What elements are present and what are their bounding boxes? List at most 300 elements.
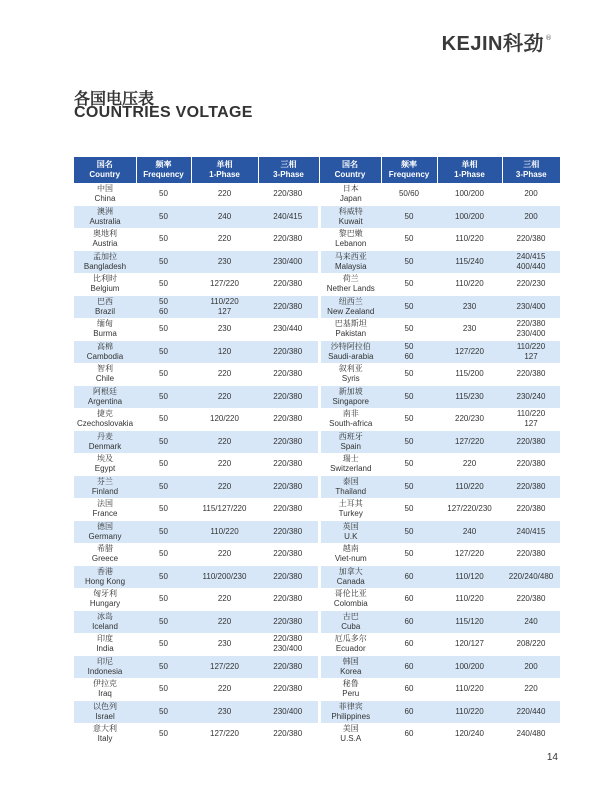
- frequency-cell: 50: [381, 408, 437, 431]
- header-single-phase: 单相 1-Phase: [191, 157, 258, 183]
- single-phase-cell: 110/220: [437, 588, 502, 611]
- three-phase-cell: 220/380: [502, 431, 560, 454]
- single-phase-cell: 110/220: [437, 701, 502, 724]
- country-name-en: Spain: [340, 441, 361, 451]
- country-name-en: Brazil: [94, 306, 115, 316]
- country-cell: [74, 453, 136, 476]
- country-name-en: India: [96, 644, 114, 654]
- country-name-cn: 加拿大: [338, 566, 363, 576]
- frequency-cell: 60: [381, 678, 437, 701]
- country-name-cn: 孟加拉: [93, 251, 117, 261]
- country-name-en: Hong Kong: [84, 576, 126, 586]
- table-row: [74, 701, 560, 724]
- country-name-cn: 缅甸: [97, 319, 113, 329]
- country-name-cn: 意大利: [93, 724, 117, 734]
- single-phase-cell: 115/240: [437, 251, 502, 274]
- country-cell: [74, 633, 136, 656]
- frequency-cell: 50: [136, 633, 191, 656]
- three-phase-cell: 220/380: [258, 723, 319, 746]
- frequency-cell: 50 60: [136, 296, 191, 319]
- table-row: [74, 431, 560, 454]
- three-phase-cell: 220/380: [258, 566, 319, 589]
- single-phase-cell: 110/200/230: [191, 566, 258, 589]
- single-phase-cell: 127/220: [437, 341, 502, 364]
- three-phase-cell: 110/220 127: [502, 341, 560, 364]
- frequency-cell: 50: [136, 318, 191, 341]
- country-name-en: Egypt: [94, 464, 116, 474]
- country-name-cn: 匈牙利: [93, 589, 117, 599]
- country-cell: [74, 408, 136, 431]
- frequency-cell: 50: [136, 431, 191, 454]
- country-name-cn: 比利时: [93, 274, 117, 284]
- single-phase-cell: 120/240: [437, 723, 502, 746]
- country-name-cn: 越南: [342, 544, 359, 554]
- table-row: [74, 386, 560, 409]
- header-country: 国名 Country: [319, 157, 381, 183]
- page-title-cn: 各国电压表: [74, 89, 155, 108]
- three-phase-cell: 220/380: [258, 543, 319, 566]
- country-name-en: Philippines: [331, 711, 371, 721]
- country-cell: [319, 206, 381, 229]
- three-phase-cell: 220/380: [502, 476, 560, 499]
- frequency-cell: 50: [136, 408, 191, 431]
- single-phase-cell: 100/200: [437, 656, 502, 679]
- country-name-cn: 中国: [97, 184, 113, 194]
- country-name-cn: 高棉: [97, 341, 113, 351]
- country-name-en: Syris: [341, 374, 360, 384]
- country-name-cn: 丹麦: [97, 431, 113, 441]
- three-phase-cell: 110/220 127: [502, 408, 560, 431]
- table-row: [74, 363, 560, 386]
- single-phase-cell: 220: [191, 611, 258, 634]
- table-row: [74, 318, 560, 341]
- country-name-en: Italy: [97, 734, 113, 744]
- country-name-en: Viet-num: [334, 554, 367, 564]
- frequency-cell: 60: [381, 588, 437, 611]
- table-header-row: [74, 157, 560, 183]
- country-name-en: Cambodia: [86, 351, 124, 361]
- country-cell: [74, 476, 136, 499]
- three-phase-cell: 220/380: [258, 183, 319, 206]
- frequency-cell: 50: [381, 431, 437, 454]
- country-name-en: Malaysia: [334, 261, 367, 271]
- single-phase-cell: 230: [437, 318, 502, 341]
- frequency-cell: 50: [136, 251, 191, 274]
- three-phase-cell: 220/380: [258, 521, 319, 544]
- country-name-en: New Zealand: [327, 306, 375, 316]
- country-name-en: Pakistan: [335, 329, 367, 339]
- frequency-cell: 60: [381, 633, 437, 656]
- three-phase-cell: 208/220: [502, 633, 560, 656]
- frequency-cell: 50: [136, 701, 191, 724]
- three-phase-cell: 230/240: [502, 386, 560, 409]
- header-single-phase: 单相 1-Phase: [437, 157, 502, 183]
- frequency-cell: 50: [136, 566, 191, 589]
- frequency-cell: 50: [381, 228, 437, 251]
- country-name-cn: 厄瓜多尔: [334, 634, 367, 644]
- country-name-en: Germany: [88, 531, 122, 541]
- country-name-en: Chile: [95, 374, 115, 384]
- three-phase-cell: 220/380 230/400: [502, 318, 560, 341]
- country-cell: [74, 588, 136, 611]
- country-name-cn: 古巴: [342, 611, 359, 621]
- frequency-cell: 50: [381, 476, 437, 499]
- country-name-en: Thailand: [335, 486, 367, 496]
- single-phase-cell: 220: [191, 453, 258, 476]
- country-name-cn: 印度: [97, 634, 113, 644]
- country-name-en: Peru: [342, 689, 360, 699]
- three-phase-cell: 220/380: [258, 588, 319, 611]
- header-country: 国名 Country: [74, 157, 136, 183]
- three-phase-cell: 220/380: [258, 341, 319, 364]
- single-phase-cell: 110/220: [437, 476, 502, 499]
- country-name-cn: 以色列: [93, 701, 117, 711]
- single-phase-cell: 230: [191, 318, 258, 341]
- frequency-cell: 50: [381, 386, 437, 409]
- single-phase-cell: 110/220: [437, 678, 502, 701]
- frequency-cell: 50: [136, 453, 191, 476]
- three-phase-cell: 230/440: [258, 318, 319, 341]
- country-name-en: Kuwait: [338, 216, 363, 226]
- country-cell: [74, 251, 136, 274]
- country-name-cn: 泰国: [342, 476, 359, 486]
- country-cell: [74, 318, 136, 341]
- country-cell: [319, 363, 381, 386]
- frequency-cell: 50: [381, 296, 437, 319]
- single-phase-cell: 110/220: [191, 521, 258, 544]
- country-cell: [74, 611, 136, 634]
- single-phase-cell: 110/220: [437, 228, 502, 251]
- country-cell: [319, 296, 381, 319]
- frequency-cell: 50: [136, 611, 191, 634]
- three-phase-cell: 220/380: [258, 678, 319, 701]
- single-phase-cell: 220: [191, 363, 258, 386]
- country-name-cn: 德国: [97, 521, 113, 531]
- frequency-cell: 50: [136, 656, 191, 679]
- table-row: [74, 341, 560, 364]
- frequency-cell: 50: [381, 251, 437, 274]
- header-three-phase: 三相 3-Phase: [258, 157, 319, 183]
- table-body: [74, 183, 560, 746]
- three-phase-cell: 220/380: [258, 611, 319, 634]
- table-row: [74, 251, 560, 274]
- single-phase-cell: 127/220: [191, 723, 258, 746]
- country-cell: [74, 363, 136, 386]
- three-phase-cell: 220/380: [258, 656, 319, 679]
- country-cell: [74, 701, 136, 724]
- country-name-en: Czechoslovakia: [76, 419, 134, 429]
- frequency-cell: 50: [381, 206, 437, 229]
- country-name-en: Israel: [95, 711, 115, 721]
- single-phase-cell: 115/230: [437, 386, 502, 409]
- country-name-cn: 南非: [342, 409, 359, 419]
- single-phase-cell: 110/220: [437, 273, 502, 296]
- single-phase-cell: 220: [191, 476, 258, 499]
- country-cell: [74, 206, 136, 229]
- frequency-cell: 50: [136, 183, 191, 206]
- three-phase-cell: 220/380: [258, 296, 319, 319]
- single-phase-cell: 120: [191, 341, 258, 364]
- country-name-cn: 冰岛: [97, 611, 113, 621]
- logo-text: KEJIN科劲: [441, 33, 544, 55]
- table-row: [74, 408, 560, 431]
- country-cell: [319, 611, 381, 634]
- frequency-cell: 50: [381, 273, 437, 296]
- single-phase-cell: 230: [191, 251, 258, 274]
- country-name-cn: 埃及: [97, 454, 113, 464]
- single-phase-cell: 240: [191, 206, 258, 229]
- page-title-en: COUNTRIES VOLTAGE: [74, 104, 253, 121]
- table-row: [74, 521, 560, 544]
- three-phase-cell: 220/380: [502, 228, 560, 251]
- three-phase-cell: 220/230: [502, 273, 560, 296]
- country-name-en: Belgium: [90, 284, 120, 294]
- country-cell: [319, 566, 381, 589]
- country-name-en: China: [94, 194, 116, 204]
- three-phase-cell: 220/240/480: [502, 566, 560, 589]
- three-phase-cell: 230/400: [258, 251, 319, 274]
- country-name-cn: 荷兰: [342, 274, 359, 284]
- single-phase-cell: 115/120: [437, 611, 502, 634]
- three-phase-cell: 220/380: [258, 228, 319, 251]
- frequency-cell: 50: [136, 543, 191, 566]
- country-name-cn: 叙利亚: [338, 364, 363, 374]
- country-name-cn: 纽西兰: [338, 296, 363, 306]
- single-phase-cell: 115/200: [437, 363, 502, 386]
- header-frequency: 频率 Frequency: [381, 157, 437, 183]
- frequency-cell: 50: [136, 386, 191, 409]
- three-phase-cell: 200: [502, 206, 560, 229]
- table-row: [74, 183, 560, 206]
- single-phase-cell: 127/220: [437, 431, 502, 454]
- country-cell: [74, 431, 136, 454]
- single-phase-cell: 220/230: [437, 408, 502, 431]
- single-phase-cell: 110/120: [437, 566, 502, 589]
- table-row: [74, 588, 560, 611]
- frequency-cell: 60: [381, 701, 437, 724]
- country-cell: [74, 386, 136, 409]
- three-phase-cell: 220/440: [502, 701, 560, 724]
- country-name-cn: 菲律宾: [338, 701, 363, 711]
- three-phase-cell: 220/380: [502, 453, 560, 476]
- country-cell: [319, 723, 381, 746]
- single-phase-cell: 220: [191, 183, 258, 206]
- country-cell: [74, 228, 136, 251]
- three-phase-cell: 220/380: [258, 476, 319, 499]
- country-name-cn: 新加坡: [338, 386, 363, 396]
- country-name-cn: 智利: [97, 364, 113, 374]
- table-row: [74, 453, 560, 476]
- country-cell: [319, 656, 381, 679]
- country-cell: [319, 588, 381, 611]
- country-name-en: Iceland: [92, 621, 118, 631]
- frequency-cell: 50: [136, 228, 191, 251]
- country-name-en: Australia: [89, 216, 121, 226]
- single-phase-cell: 120/127: [437, 633, 502, 656]
- three-phase-cell: 220: [502, 678, 560, 701]
- three-phase-cell: 230/400: [502, 296, 560, 319]
- three-phase-cell: 220/380: [502, 363, 560, 386]
- frequency-cell: 50: [381, 498, 437, 521]
- country-name-en: Greece: [91, 554, 119, 564]
- country-cell: [319, 386, 381, 409]
- single-phase-cell: 100/200: [437, 183, 502, 206]
- three-phase-cell: 240/480: [502, 723, 560, 746]
- country-name-en: Hungary: [89, 599, 121, 609]
- country-cell: [319, 228, 381, 251]
- frequency-cell: 50: [136, 363, 191, 386]
- country-name-en: Lebanon: [335, 239, 367, 249]
- three-phase-cell: 220/380: [502, 588, 560, 611]
- table-row: [74, 228, 560, 251]
- three-phase-cell: 220/380: [258, 408, 319, 431]
- page-number: 14: [546, 752, 558, 763]
- table-row: [74, 206, 560, 229]
- country-cell: [74, 183, 136, 206]
- country-cell: [319, 476, 381, 499]
- three-phase-cell: 220/380: [258, 453, 319, 476]
- three-phase-cell: 220/380: [258, 273, 319, 296]
- country-cell: [74, 543, 136, 566]
- country-cell: [319, 431, 381, 454]
- frequency-cell: 50: [136, 678, 191, 701]
- single-phase-cell: 240: [437, 521, 502, 544]
- header-frequency: 频率 Frequency: [136, 157, 191, 183]
- frequency-cell: 60: [381, 611, 437, 634]
- single-phase-cell: 220: [191, 588, 258, 611]
- country-name-cn: 香港: [97, 566, 113, 576]
- single-phase-cell: 220: [191, 431, 258, 454]
- country-name-en: Singapore: [332, 396, 369, 406]
- country-name-en: U.S.A: [340, 734, 362, 744]
- country-name-en: France: [92, 509, 118, 519]
- country-name-cn: 韩国: [342, 656, 359, 666]
- country-name-cn: 英国: [342, 521, 359, 531]
- country-name-cn: 美国: [342, 724, 359, 734]
- country-cell: [319, 408, 381, 431]
- three-phase-cell: 220/380: [502, 543, 560, 566]
- country-name-en: Iraq: [98, 689, 112, 699]
- frequency-cell: 50: [136, 206, 191, 229]
- frequency-cell: 50: [381, 521, 437, 544]
- table-row: [74, 656, 560, 679]
- country-cell: [319, 251, 381, 274]
- three-phase-cell: 240: [502, 611, 560, 634]
- single-phase-cell: 220: [191, 543, 258, 566]
- country-cell: [74, 273, 136, 296]
- country-name-cn: 捷克: [97, 409, 113, 419]
- country-name-en: Saudi-arabia: [328, 351, 374, 361]
- country-cell: [319, 498, 381, 521]
- country-cell: [74, 341, 136, 364]
- three-phase-cell: 240/415: [502, 521, 560, 544]
- three-phase-cell: 220/380: [258, 431, 319, 454]
- single-phase-cell: 100/200: [437, 206, 502, 229]
- three-phase-cell: 220/380: [258, 386, 319, 409]
- single-phase-cell: 127/220: [191, 656, 258, 679]
- country-name-en: Denmark: [88, 441, 122, 451]
- country-name-en: Austria: [92, 239, 118, 249]
- country-name-cn: 巴基斯坦: [334, 319, 367, 329]
- country-name-cn: 哥伦比亚: [334, 589, 367, 599]
- country-cell: [319, 633, 381, 656]
- country-name-en: Japan: [339, 194, 362, 204]
- single-phase-cell: 220: [191, 228, 258, 251]
- country-cell: [319, 183, 381, 206]
- frequency-cell: 60: [381, 656, 437, 679]
- country-name-cn: 印尼: [97, 656, 113, 666]
- table-row: [74, 678, 560, 701]
- country-cell: [319, 453, 381, 476]
- country-name-en: Canada: [336, 576, 365, 586]
- country-name-cn: 伊拉克: [93, 679, 117, 689]
- country-name-en: Ecuador: [335, 644, 366, 654]
- table-row: [74, 611, 560, 634]
- country-name-cn: 阿根廷: [93, 386, 117, 396]
- country-name-en: Nether Lands: [326, 284, 375, 294]
- country-name-cn: 马来西亚: [334, 251, 367, 261]
- country-cell: [74, 498, 136, 521]
- country-name-cn: 土耳其: [338, 499, 363, 509]
- country-name-cn: 澳洲: [97, 206, 113, 216]
- frequency-cell: 50: [136, 273, 191, 296]
- voltage-table: [74, 157, 560, 746]
- table-row: [74, 723, 560, 746]
- country-name-en: Argentina: [87, 396, 123, 406]
- single-phase-cell: 230: [191, 633, 258, 656]
- country-name-cn: 秘鲁: [342, 679, 359, 689]
- frequency-cell: 50: [136, 723, 191, 746]
- three-phase-cell: 220/380: [502, 498, 560, 521]
- single-phase-cell: 115/127/220: [191, 498, 258, 521]
- frequency-cell: 50: [136, 498, 191, 521]
- frequency-cell: 50: [136, 521, 191, 544]
- single-phase-cell: 110/220 127: [191, 296, 258, 319]
- country-name-en: Turkey: [338, 509, 363, 519]
- country-name-en: Finland: [91, 486, 119, 496]
- frequency-cell: 50 60: [381, 341, 437, 364]
- three-phase-cell: 200: [502, 183, 560, 206]
- frequency-cell: 50: [381, 318, 437, 341]
- country-cell: [74, 296, 136, 319]
- table-row: [74, 543, 560, 566]
- country-name-cn: 日本: [342, 184, 359, 194]
- country-name-en: South-africa: [329, 419, 373, 429]
- country-name-cn: 奥地利: [93, 229, 117, 239]
- single-phase-cell: 127/220: [191, 273, 258, 296]
- table-row: [74, 566, 560, 589]
- three-phase-cell: 220/380: [258, 363, 319, 386]
- frequency-cell: 50/60: [381, 183, 437, 206]
- frequency-cell: 50: [136, 476, 191, 499]
- table-row: [74, 296, 560, 319]
- country-cell: [74, 678, 136, 701]
- three-phase-cell: 220/380 230/400: [258, 633, 319, 656]
- frequency-cell: 50: [381, 453, 437, 476]
- single-phase-cell: 220: [191, 386, 258, 409]
- country-cell: [319, 318, 381, 341]
- three-phase-cell: 200: [502, 656, 560, 679]
- frequency-cell: 50: [381, 363, 437, 386]
- single-phase-cell: 220: [191, 678, 258, 701]
- table-row: [74, 633, 560, 656]
- three-phase-cell: 220/380: [258, 498, 319, 521]
- country-name-cn: 西班牙: [338, 431, 363, 441]
- three-phase-cell: 240/415: [258, 206, 319, 229]
- three-phase-cell: 230/400: [258, 701, 319, 724]
- country-cell: [319, 341, 381, 364]
- country-name-cn: 科威特: [338, 206, 363, 216]
